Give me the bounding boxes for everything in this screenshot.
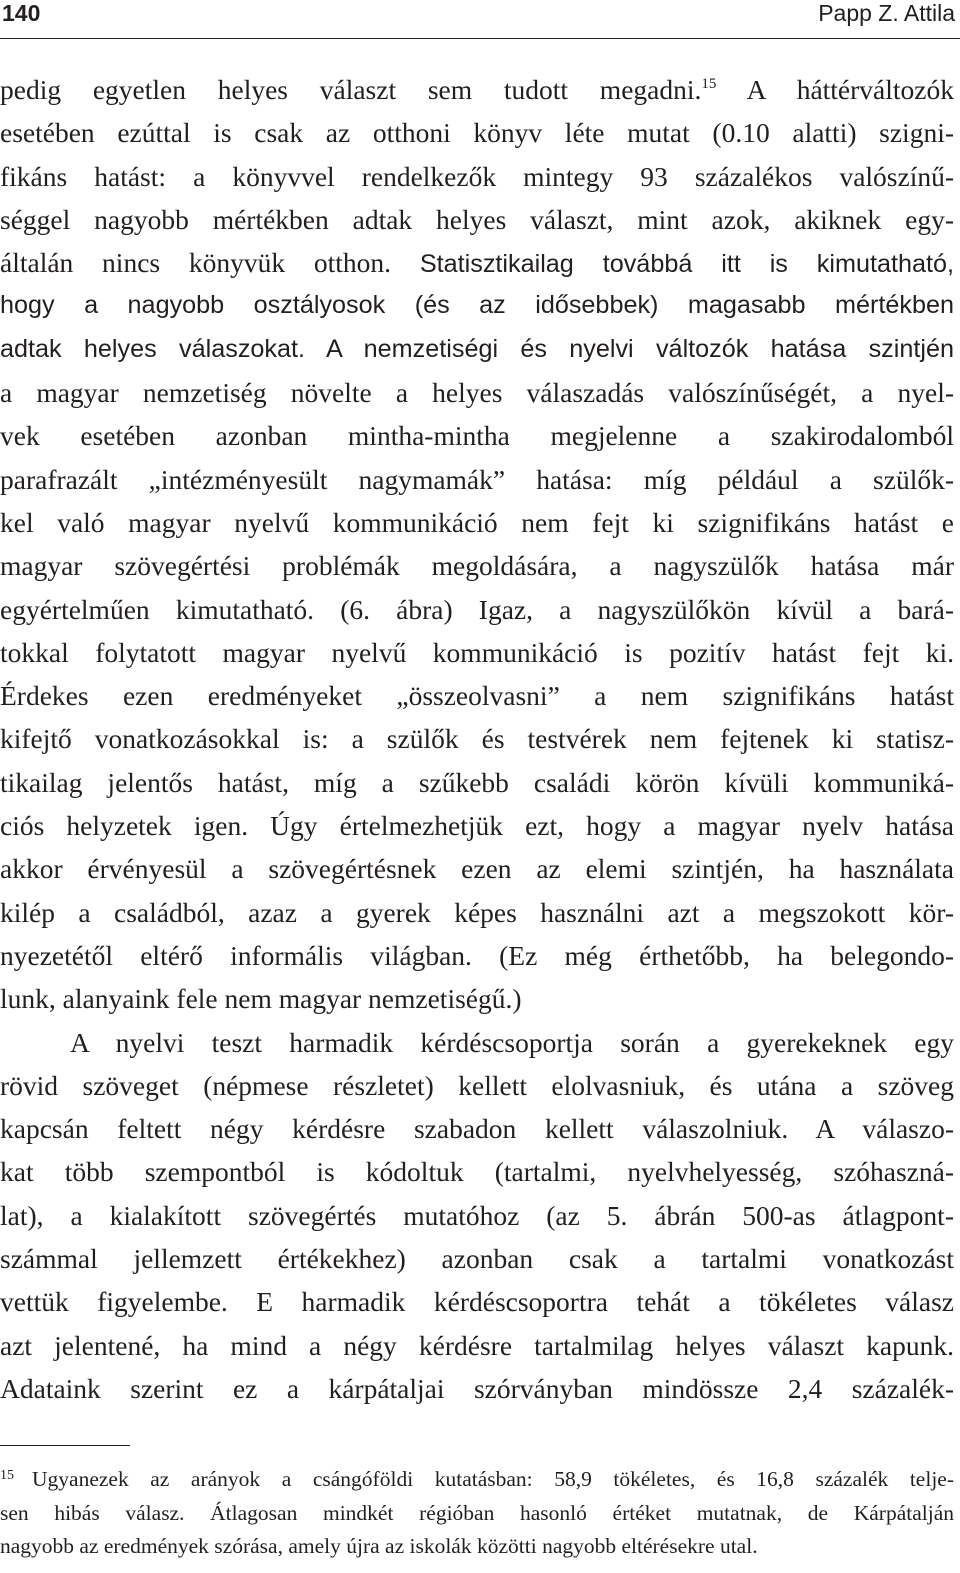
body-line: kifejtő vonatkozásokkal is: a szülők és testvérek nem fejtenek ki statisz-: [0, 723, 954, 755]
body-line: a magyar nemzetiség növelte a helyes válaszadás valószínűségét, a nyel-: [0, 377, 954, 409]
body-line: magyar szövegértési problémák megoldására, a nagyszülők hatása már: [0, 550, 954, 582]
body-line: rövid szöveget (népmese részletet) kellett elolvasniuk, és utána a szöveg: [0, 1069, 954, 1101]
body-line: pedig egyetlen helyes választ sem tudott megadni.$^{15}$ A háttérváltozók: [0, 74, 954, 105]
body-line: nyezetétől eltérő informális világban. (Ez még érthetőbb, ha belegondo-: [0, 939, 954, 971]
body-line: ciós helyzetek igen. Úgy értelmezhetjük ezt, hogy a magyar nyelv hatása: [0, 810, 954, 842]
body-line: kilép a családból, azaz a gyerek képes használni azt a megszokott kör-: [0, 896, 954, 928]
body-line: hogy a nagyobb osztályosok (és az idősebbek) magasabb mértékben: [0, 291, 954, 320]
body-line: vek esetében azonban mintha-mintha megjelenne a szakirodalomból: [0, 420, 954, 452]
body-line: vettük figyelembe. E harmadik kérdéscsoportra tehát a tökéletes válasz: [0, 1286, 954, 1318]
body-line: azt jelentené, ha mind a négy kérdésre tartalmilag helyes választ kapunk.: [0, 1329, 954, 1361]
body-line: egyértelműen kimutatható. (6. ábra) Igaz, a nagyszülőkön kívül a bará-: [0, 593, 954, 625]
footnote-ref[interactable]: 15: [701, 76, 717, 92]
paragraph-first-line: A nyelvi teszt harmadik kérdéscsoportja során a gyerekeknek egy: [70, 1026, 954, 1058]
body-text: [0, 68, 954, 1410]
footnote-number: 15: [0, 1468, 14, 1483]
body-line: Érdekes ezen eredményeket „összeolvasni” a nem szignifikáns hatást: [0, 680, 954, 712]
body-line: fikáns hatást: a könyvvel rendelkezők mintegy 93 százalékos valószínű-: [0, 160, 954, 192]
body-line: tikailag jelentős hatást, míg a szűkebb családi körön kívüli kommuniká-: [0, 766, 954, 798]
page-number: 140: [2, 0, 41, 26]
body-line: számmal jellemzett értékekhez) azonban csak a tartalmi vonatkozást: [0, 1243, 954, 1275]
body-line: általán nincs könyvük otthon. Statisztikailag továbbá itt is kimutatható,: [0, 247, 954, 279]
body-line: lat), a kialakított szövegértés mutatóhoz (az 5. ábrán 500-as átlagpont-: [0, 1199, 954, 1231]
body-line: tokkal folytatott magyar nyelvű kommunikáció is pozitív hatást fejt ki.: [0, 636, 954, 668]
footnote-line: $^{15}$ Ugyanezek az arányok a csángóföldi kutatásban: 58,9 tökéletes, és 16,8 százalék telje-: [0, 1467, 954, 1491]
body-line: lunk, alanyaink fele nem magyar nemzetiségű.): [0, 983, 522, 1015]
footnote-line: nagyobb az eredmények szórása, amely újra az iskolák közötti nagyobb eltérésekre utal.: [0, 1534, 758, 1558]
body-line: adtak helyes válaszokat. A nemzetiségi és nyelvi változók hatása szintjén: [0, 334, 954, 363]
running-head-author: Papp Z. Attila: [818, 0, 955, 26]
body-line: kat több szempontból is kódoltuk (tartalmi, nyelvhelyesség, szóhaszná-: [0, 1156, 954, 1188]
body-line: parafrazált „intézményesült nagymamák” hatása: míg például a szülők-: [0, 463, 954, 495]
body-line: esetében ezúttal is csak az otthoni könyv léte mutat (0.10 alatti) szigni-: [0, 117, 954, 149]
body-line: kapcsán feltett négy kérdésre szabadon kellett válaszolniuk. A válaszo-: [0, 1113, 954, 1145]
body-line: akkor érvényesül a szövegértésnek ezen az elemi szintjén, ha használata: [0, 853, 954, 885]
footnote-separator: [0, 1445, 130, 1446]
footnote-line: sen hibás válasz. Átlagosan mindkét régióban hasonló értéket mutatnak, de Kárpátalján: [0, 1500, 954, 1525]
running-head: [0, 0, 960, 34]
body-line: kel való magyar nyelvű kommunikáció nem fejt ki szignifikáns hatást e: [0, 506, 954, 538]
body-line: Adataink szerint ez a kárpátaljai szórványban mindössze 2,4 százalék-: [0, 1372, 954, 1404]
footnote: [0, 1463, 954, 1564]
header-rule: [0, 38, 960, 39]
body-line: séggel nagyobb mértékben adtak helyes választ, mint azok, akiknek egy-: [0, 203, 954, 235]
